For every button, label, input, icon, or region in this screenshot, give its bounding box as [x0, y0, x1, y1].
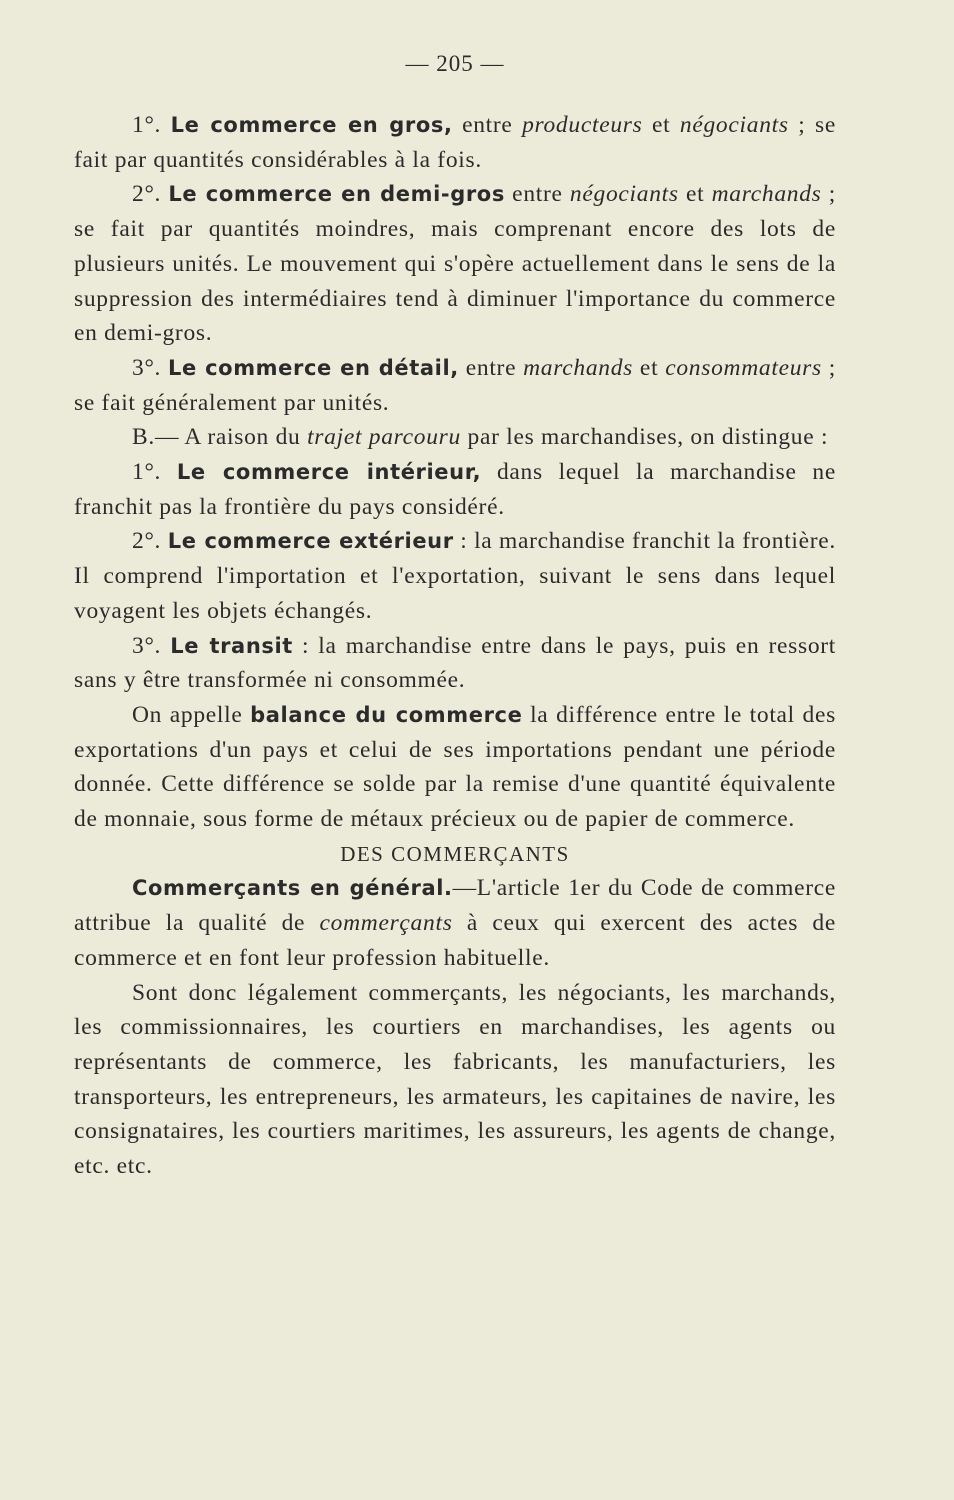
paragraph-commerce-gros: 1°. Le commerce en gros, entre producteurs et négociants ; se fait par quantités considérables à la fois. — [74, 112, 837, 173]
term-commerce-demi-gros: Le commerce en demi-gros — [168, 182, 505, 207]
term-commerce-interieur: Le commerce intérieur, — [176, 460, 482, 485]
paragraph-balance-commerce: On appelle balance du commerce la différence entre le total des exportations d'un pays et celui de ses importations pendant une période donnée. Cette différence se solde par la remise d'une quantité équivalente de monnaie, sous forme de métaux précieux ou de papier de commerce. — [74, 701, 836, 833]
list-number: 3°. — [132, 354, 162, 381]
term-commerce-gros: Le commerce en gros, — [170, 113, 453, 137]
term-commerce-exterieur: Le commerce extérieur — [167, 529, 454, 554]
paragraph-commerce-interieur: 1°. Le commerce intérieur, dans lequel la marchandise ne franchit pas la frontière du pays considéré. — [74, 459, 836, 520]
paragraph-commerce-exterieur: 2°. Le commerce extérieur : la marchandise franchit la frontière. Il comprend l'importation et l'exportation, suivant le sens dans lequel voyagent les objets échangés. — [74, 528, 837, 624]
paragraph-transit: 3°. Le transit : la marchandise entre dans le pays, puis en ressort sans y être transformée ni consommée. — [74, 632, 837, 694]
list-number: 2°. — [132, 528, 162, 555]
term-commercants-general: Commerçants en général. — [132, 876, 453, 901]
paragraph-commerce-demi-gros: 2°. Le commerce en demi-gros entre négociants et marchands ; se fait par quantités moindres, mais comprenant encore des lots de plusieurs unités. Le mouvement qui s'opère actuellement dans le sens de la suppression des intermédiaires tend à diminuer l'importance du commerce en demi-gros. — [74, 181, 837, 347]
term-commerce-detail: Le commerce en détail, — [168, 355, 459, 380]
term-balance-commerce: balance du commerce — [250, 702, 523, 727]
paragraph-commerce-detail: 3°. Le commerce en détail, entre marchands et consommateurs ; se fait généralement par unités. — [74, 354, 836, 416]
list-number: 2°. — [132, 181, 162, 208]
page-number: — 205 — — [405, 51, 505, 76]
list-number: 3°. — [132, 632, 162, 659]
list-number: 1°. — [132, 459, 162, 486]
section-heading: DES COMMERÇANTS — [340, 841, 570, 866]
paragraph-commercants-general: Commerçants en général.—L'article 1er du Code de commerce attribue la qualité de commerçants à ceux qui exercent des actes de commerce et en font leur profession habituelle. — [74, 875, 836, 971]
list-number: 1°. — [132, 112, 162, 138]
term-transit: Le transit — [170, 633, 293, 658]
paragraph-liste-commercants: Sont donc légalement commerçants, les négociants, les marchands, les commissionnaires, les courtiers en marchandises, les agents ou représentants de commerce, les fabricants, les manufacturiers, les transporteurs, les entrepreneurs, les armateurs, les capitaines de navire, les consignataires, les courtiers maritimes, les assureurs, les agents de change, etc. etc. — [74, 979, 836, 1180]
paragraph-trajet: B.— A raison du trajet parcouru par les marchandises, on distingue : — [132, 424, 829, 451]
